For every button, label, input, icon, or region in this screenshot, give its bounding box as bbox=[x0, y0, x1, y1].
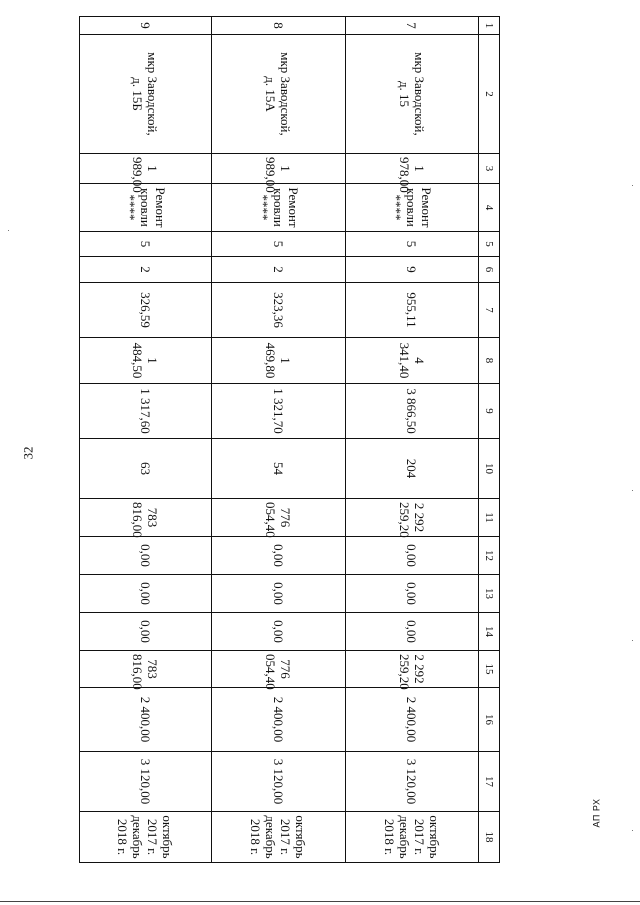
period-cell bbox=[80, 812, 212, 863]
column-number: 5 bbox=[479, 232, 500, 257]
work-type-cell: Ремонт кровли **** bbox=[80, 184, 212, 232]
area-cell: 1 989,00 bbox=[212, 154, 346, 184]
value-cell: 3 120,00 bbox=[212, 752, 346, 812]
value-cell: 0,00 bbox=[80, 537, 212, 575]
row-number: 8 bbox=[212, 17, 346, 35]
column-number: 2 bbox=[479, 35, 500, 154]
repair-table bbox=[79, 16, 500, 863]
value-cell: 0,00 bbox=[212, 575, 346, 613]
value-cell: 0,00 bbox=[212, 613, 346, 651]
value-cell: 2 bbox=[80, 257, 212, 283]
value-cell: 1 484,50 bbox=[80, 338, 212, 384]
value-cell: 2 400,00 bbox=[212, 688, 346, 752]
scan-speck bbox=[632, 490, 633, 491]
value-cell: 783 816,00 bbox=[80, 499, 212, 537]
value-cell: 3 120,00 bbox=[346, 752, 479, 812]
period-end: декабрь 2018 г. bbox=[248, 815, 279, 859]
value-cell: 0,00 bbox=[80, 613, 212, 651]
page-bottom-edge bbox=[0, 901, 640, 902]
area-cell: 1 978,00 bbox=[346, 154, 479, 184]
column-number: 14 bbox=[479, 613, 500, 651]
period-start: октябрь 2017 г. bbox=[412, 815, 442, 859]
column-number: 8 bbox=[479, 338, 500, 384]
column-number: 11 bbox=[479, 499, 500, 537]
area-cell: 1 989,00 bbox=[80, 154, 212, 184]
value-cell: 3 120,00 bbox=[80, 752, 212, 812]
period-start: октябрь 2017 г. bbox=[278, 815, 309, 859]
scan-speck bbox=[632, 185, 633, 186]
value-cell: 4 341,40 bbox=[346, 338, 479, 384]
column-number: 16 bbox=[479, 688, 500, 752]
value-cell: 2 bbox=[212, 257, 346, 283]
value-cell: 323,36 bbox=[212, 283, 346, 338]
column-number: 4 bbox=[479, 184, 500, 232]
value-cell: 0,00 bbox=[346, 537, 479, 575]
scan-speck bbox=[632, 830, 633, 831]
value-cell: 326,59 bbox=[80, 283, 212, 338]
value-cell: 54 bbox=[212, 439, 346, 499]
value-cell: 1 469,80 bbox=[212, 338, 346, 384]
value-cell: 2 292 259,20 bbox=[346, 499, 479, 537]
column-number: 10 bbox=[479, 439, 500, 499]
table-row bbox=[346, 17, 479, 863]
value-cell: 776 054,40 bbox=[212, 651, 346, 688]
archive-stamp-mark: АП РХ bbox=[591, 798, 602, 828]
period-end: декабрь 2018 г. bbox=[115, 815, 146, 859]
value-cell: 776 054,40 bbox=[212, 499, 346, 537]
value-cell: 3 866,50 bbox=[346, 384, 479, 439]
value-cell: 2 292 259,20 bbox=[346, 651, 479, 688]
scan-speck bbox=[8, 230, 9, 231]
period-start: октябрь 2017 г. bbox=[145, 815, 176, 859]
page-number: 32 bbox=[20, 446, 36, 460]
address-line: д. 15Б bbox=[130, 77, 146, 111]
column-number: 6 bbox=[479, 257, 500, 283]
work-type-cell: Ремонт кровли **** bbox=[212, 184, 346, 232]
value-cell: 0,00 bbox=[212, 537, 346, 575]
scan-speck bbox=[632, 640, 633, 641]
column-number: 17 bbox=[479, 752, 500, 812]
address-line: мкр Заводской, bbox=[412, 52, 427, 136]
value-cell: 783 816,00 bbox=[80, 651, 212, 688]
work-type-cell: Ремонт кровли **** bbox=[346, 184, 479, 232]
period-end: декабрь 2018 г. bbox=[382, 815, 412, 859]
value-cell: 1 321,70 bbox=[212, 384, 346, 439]
table-row bbox=[80, 17, 212, 863]
column-number: 15 bbox=[479, 651, 500, 688]
column-number: 3 bbox=[479, 154, 500, 184]
value-cell: 2 400,00 bbox=[80, 688, 212, 752]
address-cell bbox=[212, 35, 346, 154]
address-line: мкр Заводской, bbox=[278, 52, 294, 136]
column-number: 7 bbox=[479, 283, 500, 338]
address-cell bbox=[80, 35, 212, 154]
row-number: 7 bbox=[346, 17, 479, 35]
value-cell: 0,00 bbox=[346, 575, 479, 613]
value-cell: 2 400,00 bbox=[346, 688, 479, 752]
value-cell: 5 bbox=[212, 232, 346, 257]
value-cell: 0,00 bbox=[80, 575, 212, 613]
value-cell: 204 bbox=[346, 439, 479, 499]
table-rotated-container bbox=[80, 16, 500, 862]
row-number: 9 bbox=[80, 17, 212, 35]
column-number: 18 bbox=[479, 812, 500, 863]
column-number-row bbox=[479, 17, 500, 863]
value-cell: 0,00 bbox=[346, 613, 479, 651]
address-cell bbox=[346, 35, 479, 154]
table-frame bbox=[80, 16, 500, 862]
address-line: мкр Заводской, bbox=[145, 52, 161, 136]
column-number: 9 bbox=[479, 384, 500, 439]
value-cell: 1 317,60 bbox=[80, 384, 212, 439]
table-row bbox=[212, 17, 346, 863]
address-line: д. 15А bbox=[263, 76, 279, 112]
column-number: 12 bbox=[479, 537, 500, 575]
period-cell bbox=[212, 812, 346, 863]
address-line: д. 15 bbox=[397, 80, 412, 108]
value-cell: 955,11 bbox=[346, 283, 479, 338]
value-cell: 5 bbox=[346, 232, 479, 257]
column-number: 13 bbox=[479, 575, 500, 613]
period-cell bbox=[346, 812, 479, 863]
column-number: 1 bbox=[479, 17, 500, 35]
value-cell: 5 bbox=[80, 232, 212, 257]
value-cell: 63 bbox=[80, 439, 212, 499]
value-cell: 9 bbox=[346, 257, 479, 283]
